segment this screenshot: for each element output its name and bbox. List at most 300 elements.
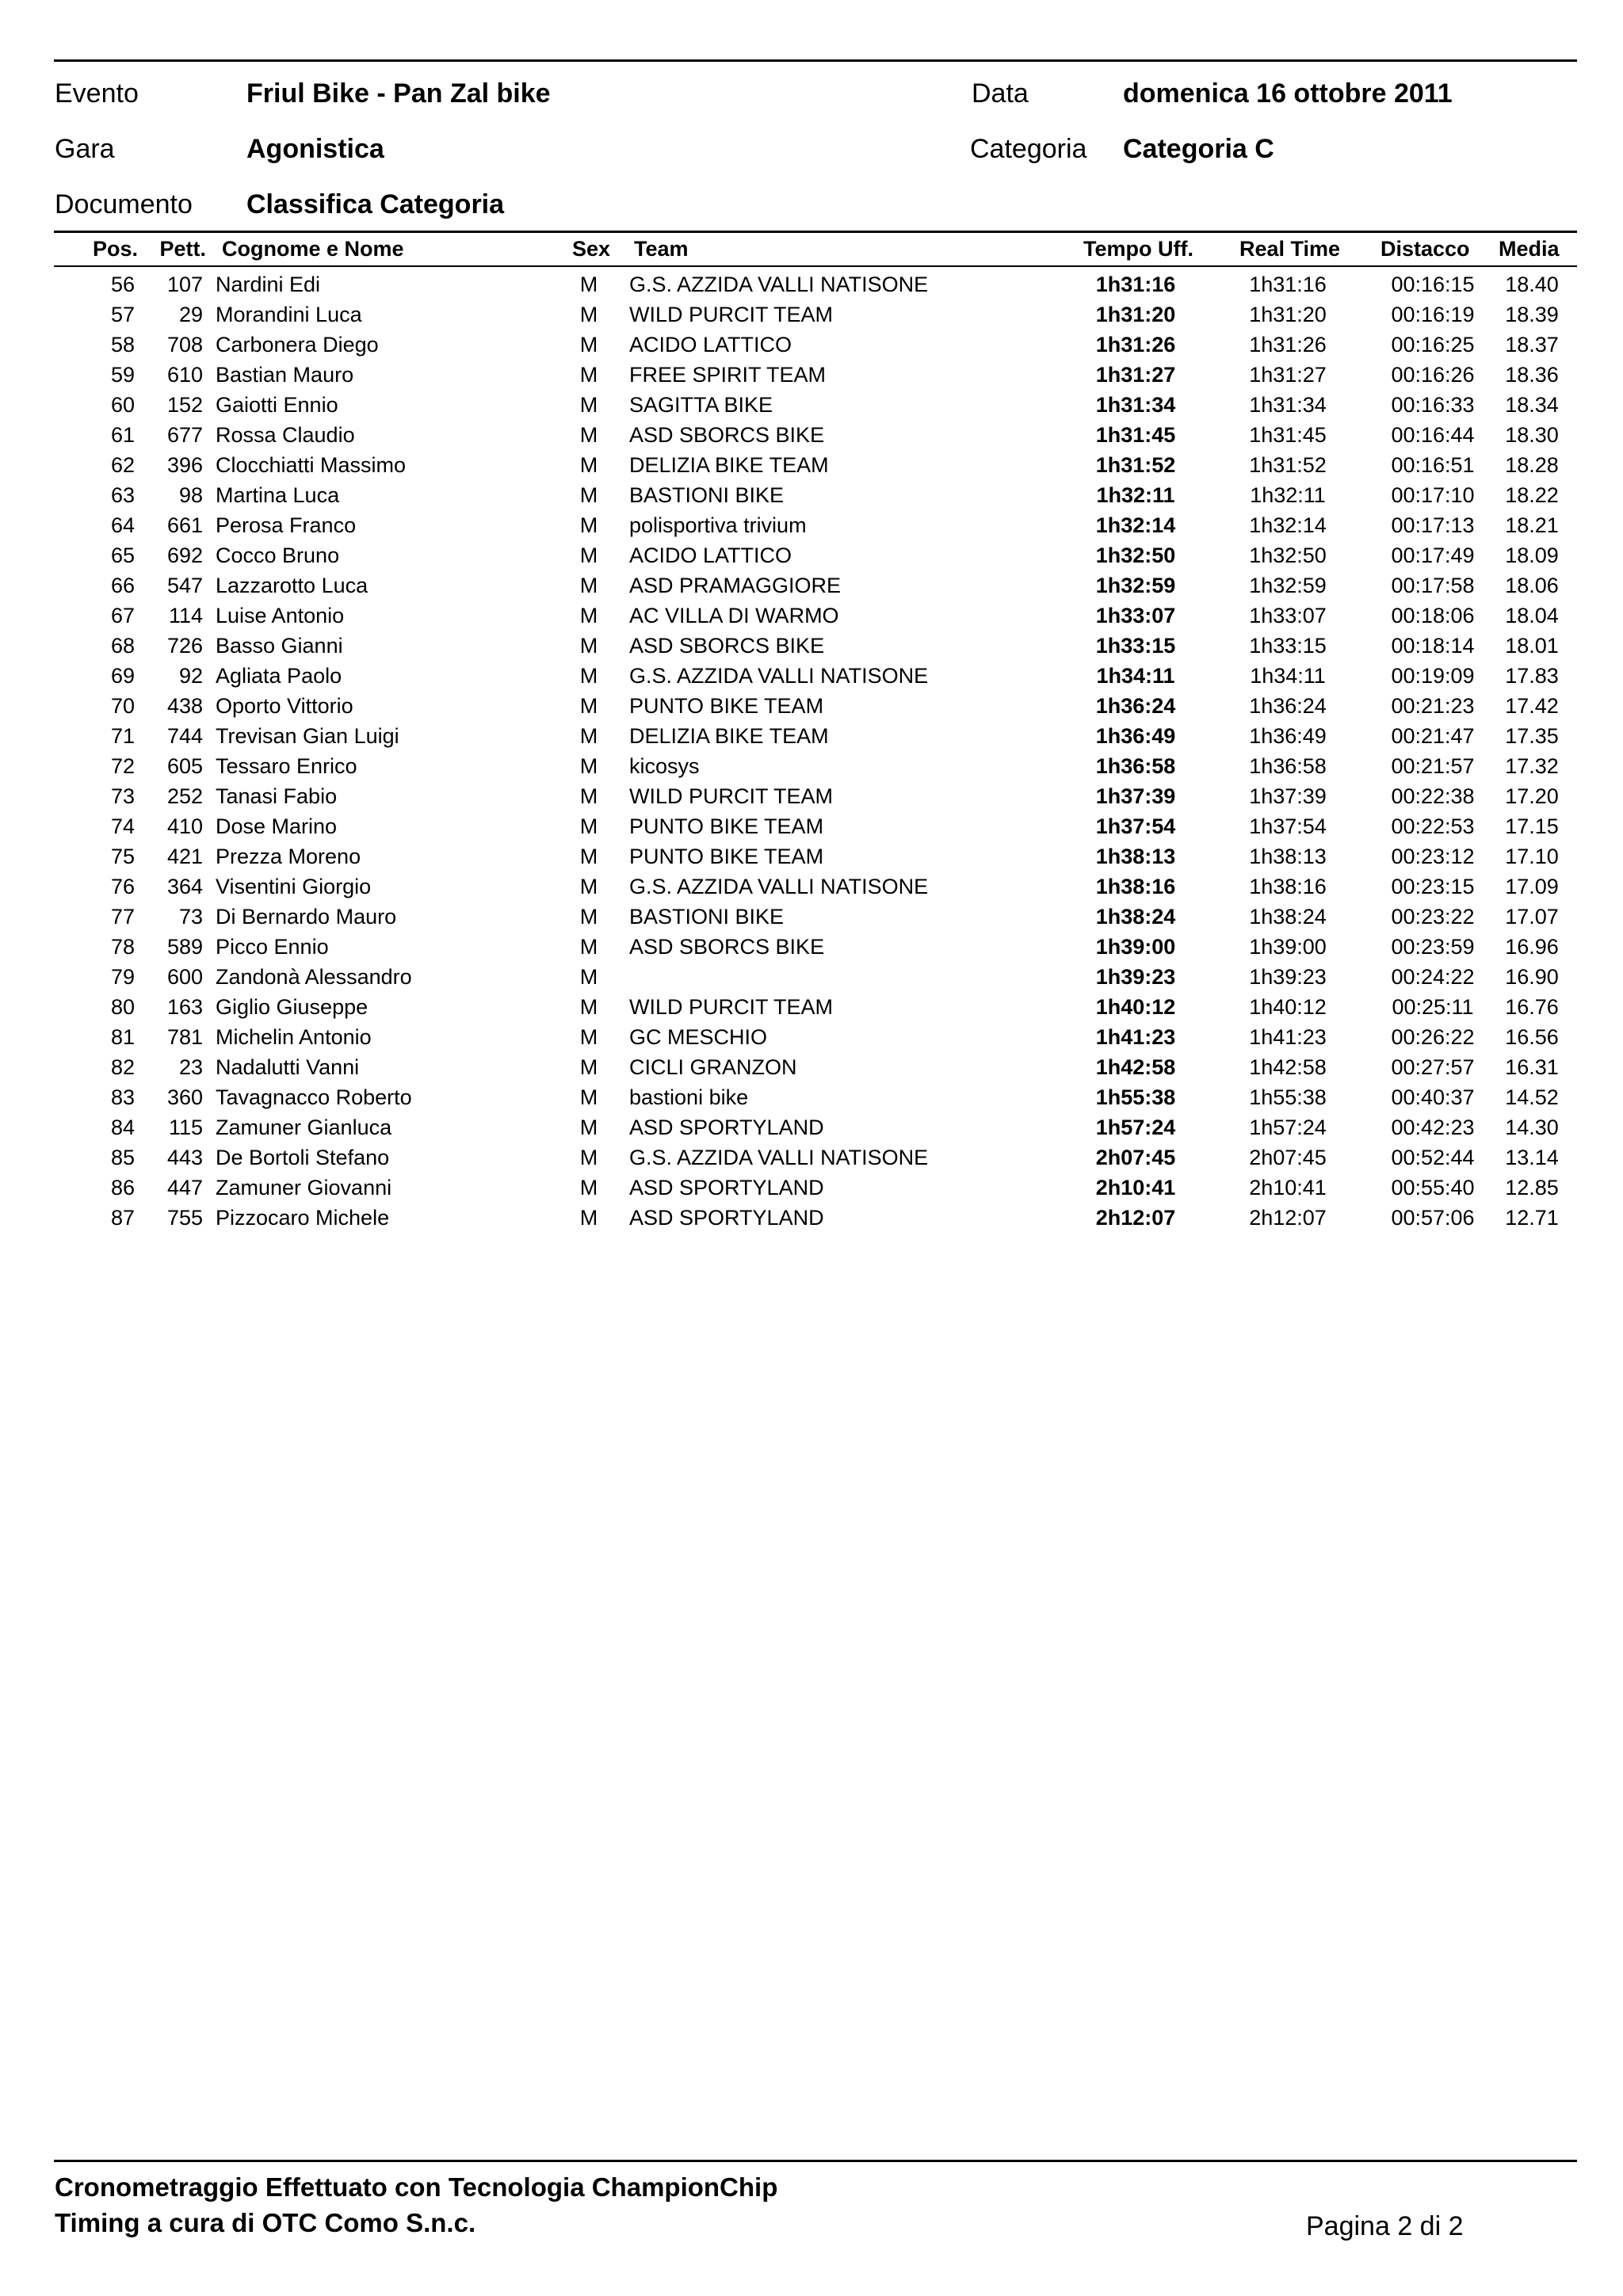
cell-sex: M bbox=[579, 543, 598, 567]
table-row bbox=[0, 1112, 1623, 1142]
cell-tempo-uff: 1h31:52 bbox=[1095, 453, 1176, 477]
footer-timing-tech: Cronometraggio Effettuato con Tecnologia ChampionChip bbox=[55, 2172, 778, 2202]
cell-name: Zandonà Alessandro bbox=[216, 965, 412, 989]
cell-sex: M bbox=[579, 1176, 598, 1199]
cell-team: ASD SBORCS BIKE bbox=[629, 423, 825, 447]
cell-distacco: 00:26:22 bbox=[1391, 1025, 1475, 1049]
cell-distacco: 00:18:14 bbox=[1391, 634, 1475, 658]
cell-sex: M bbox=[579, 814, 598, 838]
cell-tempo-uff: 1h31:27 bbox=[1095, 363, 1176, 387]
cell-tempo-uff: 2h10:41 bbox=[1095, 1176, 1176, 1199]
cell-pett: 661 bbox=[166, 513, 203, 537]
cell-team: PUNTO BIKE TEAM bbox=[629, 845, 824, 868]
cell-pos: 83 bbox=[110, 1085, 135, 1109]
cell-pett: 29 bbox=[178, 303, 203, 326]
table-row bbox=[0, 751, 1623, 781]
cell-sex: M bbox=[579, 1085, 598, 1109]
cell-media: 17.07 bbox=[1505, 905, 1559, 929]
cell-tempo-uff: 1h41:23 bbox=[1095, 1025, 1176, 1049]
cell-name: Agliata Paolo bbox=[216, 664, 342, 688]
cell-name: Prezza Moreno bbox=[216, 845, 361, 868]
cell-media: 12.71 bbox=[1505, 1206, 1559, 1230]
cell-media: 16.56 bbox=[1505, 1025, 1559, 1049]
cell-team: ASD SPORTYLAND bbox=[629, 1116, 824, 1139]
cell-pett: 781 bbox=[166, 1025, 203, 1049]
cell-real-time: 1h31:16 bbox=[1249, 273, 1327, 296]
cell-real-time: 1h40:12 bbox=[1249, 995, 1327, 1019]
cell-tempo-uff: 1h38:16 bbox=[1095, 875, 1176, 898]
cell-sex: M bbox=[579, 724, 598, 748]
col-dist: Distacco bbox=[1381, 237, 1470, 261]
cell-real-time: 1h38:16 bbox=[1249, 875, 1327, 898]
cell-tempo-uff: 1h38:24 bbox=[1095, 905, 1176, 929]
cell-real-time: 2h12:07 bbox=[1249, 1206, 1327, 1230]
cell-name: Zamuner Giovanni bbox=[216, 1176, 392, 1199]
evento-value: Friul Bike - Pan Zal bike bbox=[246, 78, 551, 109]
cell-tempo-uff: 1h32:50 bbox=[1095, 543, 1176, 567]
cell-pett: 605 bbox=[166, 754, 203, 778]
cell-real-time: 1h33:07 bbox=[1249, 604, 1327, 627]
evento-label: Evento bbox=[55, 78, 139, 109]
cell-tempo-uff: 1h37:39 bbox=[1095, 784, 1176, 808]
cell-name: Gaiotti Ennio bbox=[216, 393, 338, 417]
cell-tempo-uff: 1h31:45 bbox=[1095, 423, 1176, 447]
cell-real-time: 1h32:59 bbox=[1249, 574, 1327, 597]
cell-pett: 163 bbox=[166, 995, 203, 1019]
col-media: Media bbox=[1499, 237, 1560, 261]
cell-real-time: 1h38:13 bbox=[1249, 845, 1327, 868]
cell-pett: 755 bbox=[166, 1206, 203, 1230]
cell-name: Pizzocaro Michele bbox=[216, 1206, 390, 1230]
cell-pett: 744 bbox=[166, 724, 203, 748]
cell-team: FREE SPIRIT TEAM bbox=[629, 363, 827, 387]
cell-media: 17.20 bbox=[1505, 784, 1559, 808]
cell-team: BASTIONI BIKE bbox=[629, 483, 785, 507]
cell-distacco: 00:40:37 bbox=[1391, 1085, 1475, 1109]
cell-tempo-uff: 1h32:11 bbox=[1096, 483, 1175, 507]
cell-distacco: 00:16:19 bbox=[1391, 303, 1475, 326]
cell-distacco: 00:42:23 bbox=[1391, 1116, 1475, 1139]
cell-media: 18.28 bbox=[1505, 453, 1559, 477]
gara-value: Agonistica bbox=[246, 134, 384, 164]
cell-tempo-uff: 1h33:07 bbox=[1095, 604, 1176, 627]
cell-sex: M bbox=[579, 875, 598, 898]
cell-name: Giglio Giuseppe bbox=[216, 995, 369, 1019]
cell-pos: 74 bbox=[110, 814, 135, 838]
table-row bbox=[0, 1173, 1623, 1203]
cell-team: polisportiva trivium bbox=[629, 513, 807, 537]
cell-sex: M bbox=[579, 393, 598, 417]
cell-media: 18.40 bbox=[1505, 273, 1559, 296]
cell-distacco: 00:23:15 bbox=[1391, 875, 1475, 898]
cell-pett: 610 bbox=[166, 363, 203, 387]
table-row bbox=[0, 1052, 1623, 1082]
cell-media: 17.42 bbox=[1505, 694, 1559, 718]
cell-pett: 364 bbox=[166, 875, 203, 898]
cell-tempo-uff: 1h39:23 bbox=[1095, 965, 1176, 989]
cell-team: ASD SPORTYLAND bbox=[629, 1176, 824, 1199]
table-row bbox=[0, 962, 1623, 992]
cell-name: Zamuner Gianluca bbox=[216, 1116, 392, 1139]
cell-real-time: 1h32:50 bbox=[1249, 543, 1327, 567]
table-row bbox=[0, 450, 1623, 480]
cell-name: Dose Marino bbox=[216, 814, 338, 838]
cell-distacco: 00:16:15 bbox=[1391, 273, 1475, 296]
cell-media: 17.35 bbox=[1505, 724, 1559, 748]
cell-distacco: 00:22:53 bbox=[1391, 814, 1475, 838]
cell-sex: M bbox=[579, 845, 598, 868]
cell-pos: 72 bbox=[110, 754, 135, 778]
cell-pett: 547 bbox=[166, 574, 203, 597]
cell-tempo-uff: 1h37:54 bbox=[1095, 814, 1176, 838]
cell-sex: M bbox=[579, 935, 598, 959]
cell-sex: M bbox=[579, 604, 598, 627]
cell-media: 18.34 bbox=[1505, 393, 1559, 417]
cell-distacco: 00:17:58 bbox=[1391, 574, 1475, 597]
cell-sex: M bbox=[579, 754, 598, 778]
cell-media: 18.30 bbox=[1505, 423, 1559, 447]
cell-media: 18.01 bbox=[1505, 634, 1559, 658]
header-underline bbox=[54, 265, 1577, 267]
cell-media: 16.90 bbox=[1505, 965, 1559, 989]
table-row bbox=[0, 902, 1623, 932]
cell-team: WILD PURCIT TEAM bbox=[629, 303, 834, 326]
cell-distacco: 00:23:12 bbox=[1391, 845, 1475, 868]
gara-label: Gara bbox=[55, 134, 115, 164]
documento-label: Documento bbox=[55, 189, 193, 219]
cell-pett: 152 bbox=[166, 393, 203, 417]
cell-media: 17.10 bbox=[1505, 845, 1559, 868]
cell-pos: 56 bbox=[110, 273, 135, 296]
table-row bbox=[0, 661, 1623, 691]
cell-pos: 84 bbox=[110, 1116, 135, 1139]
cell-pett: 114 bbox=[168, 604, 203, 627]
cell-distacco: 00:21:57 bbox=[1391, 754, 1475, 778]
table-row bbox=[0, 992, 1623, 1022]
cell-tempo-uff: 1h31:26 bbox=[1095, 333, 1176, 357]
cell-team: G.S. AZZIDA VALLI NATISONE bbox=[629, 664, 929, 688]
col-team: Team bbox=[634, 237, 689, 261]
table-row bbox=[0, 631, 1623, 661]
cell-tempo-uff: 1h39:00 bbox=[1095, 935, 1176, 959]
cell-sex: M bbox=[579, 965, 598, 989]
cell-pos: 85 bbox=[110, 1146, 135, 1169]
table-row bbox=[0, 269, 1623, 299]
cell-name: Oporto Vittorio bbox=[216, 694, 353, 718]
table-row bbox=[0, 871, 1623, 902]
cell-distacco: 00:17:49 bbox=[1391, 543, 1475, 567]
col-name: Cognome e Nome bbox=[222, 237, 404, 261]
cell-sex: M bbox=[579, 273, 598, 296]
cell-team: ASD SBORCS BIKE bbox=[629, 935, 825, 959]
cell-pett: 692 bbox=[166, 543, 203, 567]
cell-distacco: 00:21:23 bbox=[1391, 694, 1475, 718]
table-row bbox=[0, 721, 1623, 751]
cell-distacco: 00:24:22 bbox=[1391, 965, 1475, 989]
cell-sex: M bbox=[579, 784, 598, 808]
cell-tempo-uff: 1h33:15 bbox=[1095, 634, 1176, 658]
cell-pett: 677 bbox=[166, 423, 203, 447]
cell-team: G.S. AZZIDA VALLI NATISONE bbox=[629, 875, 929, 898]
cell-distacco: 00:16:26 bbox=[1391, 363, 1475, 387]
cell-name: Basso Gianni bbox=[216, 634, 343, 658]
cell-name: Nardini Edi bbox=[216, 273, 321, 296]
table-row bbox=[0, 480, 1623, 510]
table-row bbox=[0, 299, 1623, 330]
cell-distacco: 00:16:33 bbox=[1391, 393, 1475, 417]
cell-team: G.S. AZZIDA VALLI NATISONE bbox=[629, 1146, 929, 1169]
cell-real-time: 1h31:27 bbox=[1249, 363, 1327, 387]
cell-sex: M bbox=[579, 303, 598, 326]
cell-sex: M bbox=[579, 483, 598, 507]
cell-team: DELIZIA BIKE TEAM bbox=[629, 724, 829, 748]
cell-pos: 57 bbox=[110, 303, 135, 326]
cell-distacco: 00:16:44 bbox=[1391, 423, 1475, 447]
cell-pett: 107 bbox=[166, 273, 203, 296]
cell-real-time: 2h07:45 bbox=[1249, 1146, 1327, 1169]
cell-team: ACIDO LATTICO bbox=[629, 333, 792, 357]
cell-real-time: 2h10:41 bbox=[1249, 1176, 1327, 1199]
cell-name: Carbonera Diego bbox=[216, 333, 379, 357]
cell-real-time: 1h36:49 bbox=[1249, 724, 1327, 748]
cell-pos: 81 bbox=[110, 1025, 135, 1049]
cell-name: Visentini Giorgio bbox=[216, 875, 372, 898]
cell-team: kicosys bbox=[629, 754, 700, 778]
cell-tempo-uff: 1h31:20 bbox=[1095, 303, 1176, 326]
cell-team: AC VILLA DI WARMO bbox=[629, 604, 839, 627]
table-row bbox=[0, 781, 1623, 811]
cell-pos: 69 bbox=[110, 664, 135, 688]
cell-name: Morandini Luca bbox=[216, 303, 362, 326]
cell-pos: 66 bbox=[110, 574, 135, 597]
cell-name: Perosa Franco bbox=[216, 513, 357, 537]
cell-team: SAGITTA BIKE bbox=[629, 393, 773, 417]
col-sex: Sex bbox=[572, 237, 611, 261]
cell-real-time: 1h37:54 bbox=[1249, 814, 1327, 838]
cell-sex: M bbox=[579, 1025, 598, 1049]
cell-media: 18.36 bbox=[1505, 363, 1559, 387]
table-row bbox=[0, 330, 1623, 360]
cell-sex: M bbox=[579, 363, 598, 387]
cell-media: 18.39 bbox=[1505, 303, 1559, 326]
cell-team: WILD PURCIT TEAM bbox=[629, 784, 834, 808]
data-value: domenica 16 ottobre 2011 bbox=[1123, 78, 1453, 109]
cell-sex: M bbox=[579, 574, 598, 597]
cell-media: 17.09 bbox=[1505, 875, 1559, 898]
col-pos: Pos. bbox=[92, 237, 138, 261]
cell-pett: 23 bbox=[178, 1055, 203, 1079]
cell-distacco: 00:18:06 bbox=[1391, 604, 1475, 627]
cell-media: 14.30 bbox=[1505, 1116, 1559, 1139]
cell-team: CICLI GRANZON bbox=[629, 1055, 797, 1079]
cell-distacco: 00:52:44 bbox=[1391, 1146, 1475, 1169]
cell-pett: 396 bbox=[166, 453, 203, 477]
cell-name: Rossa Claudio bbox=[216, 423, 355, 447]
documento-value: Classifica Categoria bbox=[246, 189, 505, 219]
cell-sex: M bbox=[579, 664, 598, 688]
cell-pett: 726 bbox=[166, 634, 203, 658]
cell-sex: M bbox=[579, 1116, 598, 1139]
cell-real-time: 1h34:11 bbox=[1250, 664, 1326, 688]
table-row bbox=[0, 1142, 1623, 1173]
cell-team: ASD SPORTYLAND bbox=[629, 1206, 824, 1230]
cell-real-time: 1h31:52 bbox=[1249, 453, 1327, 477]
table-row bbox=[0, 360, 1623, 390]
cell-pett: 115 bbox=[168, 1116, 203, 1139]
table-row bbox=[0, 932, 1623, 962]
table-row bbox=[0, 540, 1623, 570]
cell-pos: 62 bbox=[110, 453, 135, 477]
cell-pos: 65 bbox=[110, 543, 135, 567]
cell-name: Lazzarotto Luca bbox=[216, 574, 369, 597]
cell-real-time: 1h33:15 bbox=[1249, 634, 1327, 658]
table-row bbox=[0, 390, 1623, 420]
cell-sex: M bbox=[579, 333, 598, 357]
cell-pos: 86 bbox=[110, 1176, 135, 1199]
table-row bbox=[0, 601, 1623, 631]
cell-tempo-uff: 1h40:12 bbox=[1095, 995, 1176, 1019]
cell-distacco: 00:23:59 bbox=[1391, 935, 1475, 959]
cell-pett: 438 bbox=[166, 694, 203, 718]
cell-pett: 589 bbox=[166, 935, 203, 959]
cell-name: Cocco Bruno bbox=[216, 543, 340, 567]
table-top-rule bbox=[54, 231, 1577, 233]
cell-name: Tessaro Enrico bbox=[216, 754, 357, 778]
table-row bbox=[0, 510, 1623, 540]
cell-pos: 59 bbox=[110, 363, 135, 387]
cell-pos: 71 bbox=[110, 724, 135, 748]
cell-media: 18.09 bbox=[1505, 543, 1559, 567]
cell-pett: 600 bbox=[166, 965, 203, 989]
cell-distacco: 00:17:10 bbox=[1391, 483, 1475, 507]
cell-real-time: 1h32:14 bbox=[1249, 513, 1327, 537]
results-table-body bbox=[0, 269, 1623, 1233]
cell-distacco: 00:57:06 bbox=[1391, 1206, 1475, 1230]
cell-real-time: 1h57:24 bbox=[1249, 1116, 1327, 1139]
cell-real-time: 1h41:23 bbox=[1249, 1025, 1327, 1049]
cell-pos: 78 bbox=[110, 935, 135, 959]
cell-pett: 443 bbox=[166, 1146, 203, 1169]
table-row bbox=[0, 1082, 1623, 1112]
col-pett: Pett. bbox=[159, 237, 206, 261]
cell-distacco: 00:55:40 bbox=[1391, 1176, 1475, 1199]
table-row bbox=[0, 570, 1623, 601]
cell-pos: 76 bbox=[110, 875, 135, 898]
cell-pett: 73 bbox=[178, 905, 203, 929]
cell-media: 18.21 bbox=[1505, 513, 1559, 537]
cell-sex: M bbox=[579, 453, 598, 477]
cell-sex: M bbox=[579, 513, 598, 537]
cell-media: 18.37 bbox=[1505, 333, 1559, 357]
cell-name: Michelin Antonio bbox=[216, 1025, 372, 1049]
cell-distacco: 00:22:38 bbox=[1391, 784, 1475, 808]
categoria-label: Categoria bbox=[970, 134, 1087, 164]
cell-name: Clocchiatti Massimo bbox=[216, 453, 407, 477]
cell-tempo-uff: 1h34:11 bbox=[1096, 664, 1175, 688]
cell-tempo-uff: 1h55:38 bbox=[1095, 1085, 1176, 1109]
cell-name: Martina Luca bbox=[216, 483, 340, 507]
cell-media: 13.14 bbox=[1505, 1146, 1559, 1169]
cell-tempo-uff: 1h31:34 bbox=[1095, 393, 1176, 417]
cell-real-time: 1h39:00 bbox=[1249, 935, 1327, 959]
page-number: Pagina 2 di 2 bbox=[1306, 2211, 1464, 2241]
cell-real-time: 1h39:23 bbox=[1249, 965, 1327, 989]
cell-pos: 87 bbox=[110, 1206, 135, 1230]
cell-media: 18.22 bbox=[1505, 483, 1559, 507]
table-row bbox=[0, 691, 1623, 721]
cell-media: 17.32 bbox=[1505, 754, 1559, 778]
cell-pett: 410 bbox=[166, 814, 203, 838]
cell-pos: 58 bbox=[110, 333, 135, 357]
cell-sex: M bbox=[579, 1055, 598, 1079]
cell-tempo-uff: 1h32:59 bbox=[1095, 574, 1176, 597]
cell-real-time: 1h55:38 bbox=[1249, 1085, 1327, 1109]
cell-team: PUNTO BIKE TEAM bbox=[629, 814, 824, 838]
col-real: Real Time bbox=[1239, 237, 1341, 261]
cell-sex: M bbox=[579, 694, 598, 718]
cell-media: 16.96 bbox=[1505, 935, 1559, 959]
footer-timing-company: Timing a cura di OTC Como S.n.c. bbox=[55, 2208, 476, 2237]
cell-pos: 73 bbox=[110, 784, 135, 808]
cell-pos: 77 bbox=[110, 905, 135, 929]
table-row bbox=[0, 420, 1623, 450]
cell-real-time: 1h31:26 bbox=[1249, 333, 1327, 357]
cell-name: Luise Antonio bbox=[216, 604, 345, 627]
cell-team: BASTIONI BIKE bbox=[629, 905, 785, 929]
cell-tempo-uff: 2h12:07 bbox=[1095, 1206, 1176, 1230]
cell-team: GC MESCHIO bbox=[629, 1025, 768, 1049]
cell-team: DELIZIA BIKE TEAM bbox=[629, 453, 829, 477]
cell-pett: 252 bbox=[166, 784, 203, 808]
cell-real-time: 1h42:58 bbox=[1249, 1055, 1327, 1079]
cell-media: 18.06 bbox=[1505, 574, 1559, 597]
cell-name: Bastian Mauro bbox=[216, 363, 354, 387]
cell-name: Tavagnacco Roberto bbox=[216, 1085, 412, 1109]
cell-real-time: 1h36:58 bbox=[1249, 754, 1327, 778]
cell-real-time: 1h31:45 bbox=[1249, 423, 1327, 447]
cell-media: 17.83 bbox=[1505, 664, 1559, 688]
cell-name: Picco Ennio bbox=[216, 935, 329, 959]
cell-pett: 421 bbox=[166, 845, 203, 868]
cell-media: 12.85 bbox=[1505, 1176, 1559, 1199]
cell-tempo-uff: 1h42:58 bbox=[1095, 1055, 1176, 1079]
categoria-value: Categoria C bbox=[1123, 134, 1274, 164]
cell-pos: 70 bbox=[110, 694, 135, 718]
cell-real-time: 1h38:24 bbox=[1249, 905, 1327, 929]
cell-name: De Bortoli Stefano bbox=[216, 1146, 390, 1169]
cell-pos: 64 bbox=[110, 513, 135, 537]
cell-tempo-uff: 1h38:13 bbox=[1095, 845, 1176, 868]
table-row bbox=[0, 1203, 1623, 1233]
cell-sex: M bbox=[579, 1146, 598, 1169]
cell-sex: M bbox=[579, 634, 598, 658]
cell-pos: 82 bbox=[110, 1055, 135, 1079]
cell-distacco: 00:19:09 bbox=[1391, 664, 1475, 688]
cell-distacco: 00:25:11 bbox=[1392, 995, 1474, 1019]
cell-distacco: 00:16:51 bbox=[1391, 453, 1475, 477]
cell-pett: 98 bbox=[178, 483, 203, 507]
cell-sex: M bbox=[579, 1206, 598, 1230]
cell-name: Nadalutti Vanni bbox=[216, 1055, 360, 1079]
cell-name: Trevisan Gian Luigi bbox=[216, 724, 399, 748]
cell-distacco: 00:23:22 bbox=[1391, 905, 1475, 929]
cell-distacco: 00:27:57 bbox=[1391, 1055, 1475, 1079]
cell-real-time: 1h31:20 bbox=[1249, 303, 1327, 326]
cell-real-time: 1h37:39 bbox=[1249, 784, 1327, 808]
cell-team: WILD PURCIT TEAM bbox=[629, 995, 834, 1019]
cell-team: PUNTO BIKE TEAM bbox=[629, 694, 824, 718]
cell-tempo-uff: 1h31:16 bbox=[1095, 273, 1176, 296]
